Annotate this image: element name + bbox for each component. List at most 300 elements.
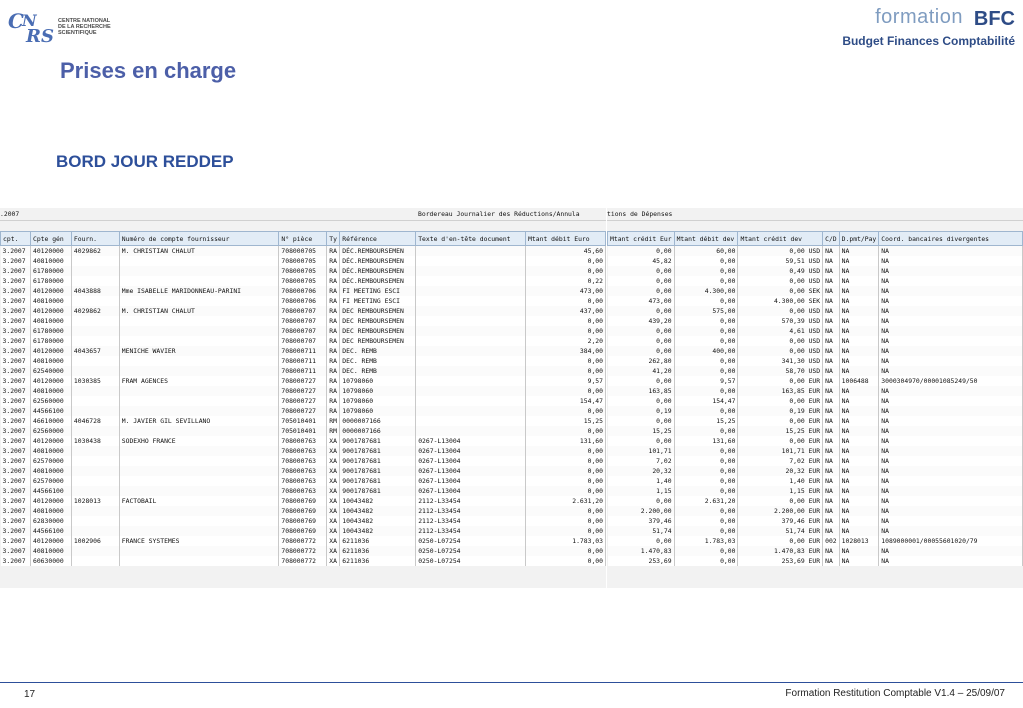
right-column-header[interactable]: Mtant débit dev	[674, 232, 738, 246]
table-row[interactable]	[608, 526, 1023, 536]
table-cell: 62570000	[30, 456, 71, 466]
table-cell: RA	[327, 386, 340, 396]
table-row[interactable]	[1, 296, 606, 306]
table-row[interactable]	[1, 476, 606, 486]
table-row[interactable]	[1, 346, 606, 356]
table-cell: 3.2007	[1, 496, 31, 506]
table-cell: 0,00	[526, 266, 606, 276]
table-row[interactable]	[1, 426, 606, 436]
table-row[interactable]	[608, 276, 1023, 286]
table-cell: NA	[839, 286, 879, 296]
table-cell: 0,00	[674, 276, 738, 286]
table-cell: NA	[879, 336, 1023, 346]
table-cell: NA	[879, 516, 1023, 526]
table-cell: 61780000	[30, 326, 71, 336]
table-cell: 59,51 USD	[738, 256, 823, 266]
table-cell: 0,00	[608, 416, 675, 426]
table-cell: NA	[823, 386, 840, 396]
table-cell: 10798060	[340, 376, 416, 386]
left-column-header[interactable]: Numéro de compte fournisseur	[119, 232, 279, 246]
table-cell: 3.2007	[1, 516, 31, 526]
table-cell: 708000727	[279, 386, 327, 396]
table-cell: 0,00	[526, 546, 606, 556]
table-cell: 40120000	[30, 346, 71, 356]
table-cell: 3.2007	[1, 266, 31, 276]
table-cell: 708000769	[279, 496, 327, 506]
table-cell: NA	[879, 526, 1023, 536]
table-cell: 708000769	[279, 506, 327, 516]
right-column-header[interactable]: C/D	[823, 232, 840, 246]
table-cell	[416, 286, 526, 296]
table-cell	[71, 466, 119, 476]
table-cell: 708000711	[279, 356, 327, 366]
table-cell: 6211036	[340, 536, 416, 546]
table-cell: 3.2007	[1, 466, 31, 476]
table-row[interactable]	[608, 516, 1023, 526]
table-cell: 62830000	[30, 516, 71, 526]
table-cell: 708000763	[279, 486, 327, 496]
table-row[interactable]	[608, 386, 1023, 396]
table-cell: 9,57	[526, 376, 606, 386]
table-row[interactable]	[608, 346, 1023, 356]
table-cell: NA	[839, 276, 879, 286]
table-cell: XA	[327, 486, 340, 496]
table-cell: 3.2007	[1, 286, 31, 296]
report-table-right	[607, 231, 1023, 566]
table-cell: 708000763	[279, 436, 327, 446]
left-column-header[interactable]: Mtant débit Euro	[526, 232, 606, 246]
table-cell: NA	[823, 286, 840, 296]
table-cell	[71, 546, 119, 556]
table-cell: 1,15 EUR	[738, 486, 823, 496]
table-cell: 708000769	[279, 516, 327, 526]
table-cell: 0250-L07254	[416, 556, 526, 566]
table-cell: 0,00	[526, 476, 606, 486]
table-row[interactable]	[1, 446, 606, 456]
table-cell: NA	[879, 396, 1023, 406]
table-cell: 0,00	[674, 446, 738, 456]
table-cell: 3.2007	[1, 366, 31, 376]
table-cell: 58,70 USD	[738, 366, 823, 376]
table-cell: 10043482	[340, 526, 416, 536]
table-cell	[119, 386, 279, 396]
table-cell: XA	[327, 526, 340, 536]
table-cell: 0,00	[674, 316, 738, 326]
table-cell: 3.2007	[1, 276, 31, 286]
table-row[interactable]	[608, 426, 1023, 436]
brand-formation: formation	[875, 6, 963, 28]
table-cell: DÉC.REMBOURSEMEN	[340, 246, 416, 257]
table-cell: 708000763	[279, 446, 327, 456]
table-cell: NA	[823, 266, 840, 276]
table-cell: DÉC.REMBOURSEMEN	[340, 276, 416, 286]
table-row[interactable]	[608, 546, 1023, 556]
table-cell	[71, 336, 119, 346]
table-row[interactable]	[608, 436, 1023, 446]
table-cell: 0,00	[674, 556, 738, 566]
table-row[interactable]	[1, 526, 606, 536]
table-cell	[71, 526, 119, 536]
table-row[interactable]	[608, 266, 1023, 276]
table-cell: 439,20	[608, 316, 675, 326]
table-cell: 7,02 EUR	[738, 456, 823, 466]
table-cell: 0,00 USD	[738, 346, 823, 356]
left-column-header[interactable]: Référence	[340, 232, 416, 246]
table-cell: 3.2007	[1, 306, 31, 316]
table-cell: 0,19 EUR	[738, 406, 823, 416]
table-cell: NA	[879, 346, 1023, 356]
table-row[interactable]	[1, 406, 606, 416]
table-cell: MENICHE WAVIER	[119, 346, 279, 356]
table-cell: RA	[327, 376, 340, 386]
org-line: SCIENTIFIQUE	[58, 30, 97, 36]
table-row[interactable]	[1, 436, 606, 446]
table-cell	[416, 346, 526, 356]
table-row[interactable]	[608, 466, 1023, 476]
table-cell: 2112-L33454	[416, 506, 526, 516]
table-cell	[119, 266, 279, 276]
table-cell: NA	[823, 506, 840, 516]
table-cell	[71, 446, 119, 456]
table-cell: NA	[839, 436, 879, 446]
table-cell: 0,00	[526, 406, 606, 416]
table-row[interactable]	[1, 366, 606, 376]
table-cell: 4043657	[71, 346, 119, 356]
section-subtitle: BORD JOUR REDDEP	[56, 152, 234, 171]
table-cell: 0,00	[674, 476, 738, 486]
table-cell: RA	[327, 396, 340, 406]
org-line: CENTRE NATIONAL	[58, 18, 111, 24]
table-row[interactable]	[1, 486, 606, 496]
table-cell	[416, 406, 526, 416]
table-cell: RA	[327, 266, 340, 276]
table-cell: NA	[839, 316, 879, 326]
table-row[interactable]	[1, 276, 606, 286]
table-cell: NA	[879, 466, 1023, 476]
table-cell: 708000707	[279, 316, 327, 326]
table-cell: NA	[879, 486, 1023, 496]
table-cell: NA	[879, 256, 1023, 266]
table-cell: NA	[823, 366, 840, 376]
table-cell: 708000705	[279, 276, 327, 286]
table-row[interactable]	[608, 486, 1023, 496]
table-cell: 705010401	[279, 416, 327, 426]
table-cell: 60630000	[30, 556, 71, 566]
table-cell: NA	[879, 456, 1023, 466]
table-row[interactable]	[1, 316, 606, 326]
table-cell: NA	[823, 246, 840, 257]
table-cell: 9001787681	[340, 436, 416, 446]
table-cell: 9001787681	[340, 466, 416, 476]
table-cell: 0,00	[526, 426, 606, 436]
table-cell: 44566100	[30, 486, 71, 496]
table-cell: NA	[839, 366, 879, 376]
table-cell: NA	[823, 396, 840, 406]
right-column-header[interactable]: Coord. bancaires divergentes	[879, 232, 1023, 246]
table-cell: 473,00	[608, 296, 675, 306]
table-row[interactable]	[608, 396, 1023, 406]
table-cell: 0,19	[608, 406, 675, 416]
table-cell: 0,00	[674, 516, 738, 526]
table-cell: 0,00	[526, 356, 606, 366]
table-cell	[71, 556, 119, 566]
svg-text:N: N	[22, 11, 37, 30]
table-cell: 0,00 EUR	[738, 536, 823, 546]
table-cell: 40810000	[30, 466, 71, 476]
table-row[interactable]	[608, 406, 1023, 416]
table-row[interactable]	[1, 246, 606, 257]
left-column-header[interactable]: Texte d'en-tête document	[416, 232, 526, 246]
table-cell: 0,00 EUR	[738, 496, 823, 506]
table-row[interactable]	[608, 446, 1023, 456]
table-cell: 10043482	[340, 516, 416, 526]
table-cell: 253,69	[608, 556, 675, 566]
table-row[interactable]	[608, 366, 1023, 376]
table-cell: 4029862	[71, 306, 119, 316]
table-cell: 0000007166	[340, 416, 416, 426]
table-cell: 0,00	[526, 446, 606, 456]
table-cell: 1.783,03	[674, 536, 738, 546]
table-cell: NA	[879, 416, 1023, 426]
table-cell: 131,60	[526, 436, 606, 446]
page-title: Prises en charge	[60, 58, 237, 83]
table-cell: 3.2007	[1, 326, 31, 336]
table-cell: 40810000	[30, 546, 71, 556]
table-cell: 9,57	[674, 376, 738, 386]
table-cell: 62560000	[30, 426, 71, 436]
brand-subtitle: Budget Finances Comptabilité	[842, 34, 1015, 48]
table-cell: RA	[327, 286, 340, 296]
table-row[interactable]	[608, 326, 1023, 336]
table-cell: 0,00	[674, 506, 738, 516]
table-cell: 154,47	[674, 396, 738, 406]
table-cell: 0,00	[608, 376, 675, 386]
table-cell: 1028013	[839, 536, 879, 546]
table-cell: 10798060	[340, 406, 416, 416]
table-row[interactable]	[1, 376, 606, 386]
table-cell: 0,00	[674, 366, 738, 376]
table-row[interactable]	[608, 496, 1023, 506]
table-cell: NA	[823, 546, 840, 556]
table-cell: 51,74 EUR	[738, 526, 823, 536]
table-cell: NA	[823, 256, 840, 266]
table-cell: 15,25	[608, 426, 675, 436]
table-row[interactable]	[1, 546, 606, 556]
table-row[interactable]	[1, 466, 606, 476]
table-cell: 0,00	[674, 386, 738, 396]
table-cell: 1,40 EUR	[738, 476, 823, 486]
table-cell	[119, 526, 279, 536]
table-cell: 3.2007	[1, 556, 31, 566]
table-cell: 1002906	[71, 536, 119, 546]
table-cell: 1.783,03	[526, 536, 606, 546]
table-cell: NA	[823, 426, 840, 436]
table-row[interactable]	[1, 386, 606, 396]
table-cell	[416, 426, 526, 436]
table-cell: NA	[879, 556, 1023, 566]
table-cell: NA	[823, 556, 840, 566]
table-cell: 3.2007	[1, 406, 31, 416]
table-cell: 0,00	[674, 326, 738, 336]
table-row[interactable]	[608, 246, 1023, 257]
table-cell: NA	[839, 356, 879, 366]
table-cell	[416, 266, 526, 276]
table-cell: DEC REMBOURSEMEN	[340, 336, 416, 346]
left-column-header[interactable]: N° pièce	[279, 232, 327, 246]
table-cell: 0,00 USD	[738, 306, 823, 316]
table-row[interactable]	[608, 306, 1023, 316]
table-cell: 708000772	[279, 536, 327, 546]
table-cell: 3.2007	[1, 416, 31, 426]
table-cell: 400,00	[674, 346, 738, 356]
table-cell: NA	[879, 266, 1023, 276]
table-cell: NA	[879, 276, 1023, 286]
report-top-bar-right	[607, 208, 1023, 221]
table-cell: NA	[839, 556, 879, 566]
table-row[interactable]	[608, 316, 1023, 326]
table-cell: 1030438	[71, 436, 119, 446]
table-cell	[71, 316, 119, 326]
table-row[interactable]	[1, 516, 606, 526]
table-row[interactable]	[1, 506, 606, 516]
left-column-header[interactable]: Ty	[327, 232, 340, 246]
right-column-header[interactable]: Mtant crédit dev	[738, 232, 823, 246]
table-cell	[416, 246, 526, 257]
table-cell: RA	[327, 276, 340, 286]
table-cell	[71, 276, 119, 286]
table-cell: NA	[823, 446, 840, 456]
table-cell: NA	[839, 326, 879, 336]
table-cell: 708000772	[279, 556, 327, 566]
table-cell: 3.2007	[1, 436, 31, 446]
table-cell: NA	[879, 436, 1023, 446]
table-cell: NA	[839, 416, 879, 426]
table-cell: 40810000	[30, 506, 71, 516]
table-cell: 45,60	[526, 246, 606, 257]
table-cell: 473,00	[526, 286, 606, 296]
table-cell: 41,20	[608, 366, 675, 376]
table-cell: NA	[823, 436, 840, 446]
table-cell: NA	[879, 386, 1023, 396]
table-cell: 46610000	[30, 416, 71, 426]
table-row[interactable]	[1, 416, 606, 426]
table-row[interactable]	[1, 556, 606, 566]
table-cell: NA	[823, 496, 840, 506]
table-cell	[119, 506, 279, 516]
table-cell: 10043482	[340, 506, 416, 516]
table-row[interactable]	[1, 306, 606, 316]
table-cell: 9001787681	[340, 456, 416, 466]
table-cell: RA	[327, 256, 340, 266]
table-row[interactable]	[608, 336, 1023, 346]
table-cell: 131,60	[674, 436, 738, 446]
table-cell: 379,46 EUR	[738, 516, 823, 526]
table-row[interactable]	[1, 256, 606, 266]
table-cell	[119, 316, 279, 326]
table-cell: DÉC.REMBOURSEMEN	[340, 256, 416, 266]
table-row[interactable]	[608, 286, 1023, 296]
table-cell: 1030385	[71, 376, 119, 386]
table-cell: 4029862	[71, 246, 119, 257]
table-cell: 0,00	[608, 246, 675, 257]
table-cell: RA	[327, 366, 340, 376]
left-column-header[interactable]: Fourn.	[71, 232, 119, 246]
table-cell	[416, 296, 526, 306]
table-row[interactable]	[608, 256, 1023, 266]
table-cell	[71, 506, 119, 516]
table-cell: 20,32	[608, 466, 675, 476]
table-cell: 384,00	[526, 346, 606, 356]
table-cell: 4043888	[71, 286, 119, 296]
table-row[interactable]	[1, 286, 606, 296]
report-left-pane	[0, 208, 606, 588]
table-row[interactable]	[1, 266, 606, 276]
table-cell: NA	[839, 526, 879, 536]
table-cell: 163,85	[608, 386, 675, 396]
table-row[interactable]	[608, 456, 1023, 466]
left-column-header[interactable]: Cpte gén	[30, 232, 71, 246]
table-cell: 708000706	[279, 296, 327, 306]
table-cell	[119, 486, 279, 496]
table-cell	[416, 336, 526, 346]
table-cell: 15,25	[526, 416, 606, 426]
table-cell: NA	[839, 466, 879, 476]
table-row[interactable]	[608, 476, 1023, 486]
right-column-header[interactable]: Mtant crédit Eur	[608, 232, 675, 246]
table-row[interactable]	[608, 556, 1023, 566]
table-cell: 3000304970/00001085249/50	[879, 376, 1023, 386]
table-cell: 40120000	[30, 536, 71, 546]
table-row[interactable]	[1, 496, 606, 506]
table-row[interactable]	[1, 336, 606, 346]
table-cell: 15,25 EUR	[738, 426, 823, 436]
table-cell	[416, 256, 526, 266]
table-cell	[71, 356, 119, 366]
table-row[interactable]	[608, 506, 1023, 516]
left-column-header[interactable]: cpt.	[1, 232, 31, 246]
right-column-header[interactable]: D.pmt/Pay	[839, 232, 879, 246]
table-row[interactable]	[1, 326, 606, 336]
table-cell	[119, 326, 279, 336]
table-cell: 1,40	[608, 476, 675, 486]
table-cell: 61780000	[30, 266, 71, 276]
table-row[interactable]	[608, 536, 1023, 546]
table-cell: 0267-L13004	[416, 456, 526, 466]
table-row[interactable]	[1, 396, 606, 406]
table-row[interactable]	[1, 536, 606, 546]
table-cell: 2.631,20	[674, 496, 738, 506]
table-row[interactable]	[608, 376, 1023, 386]
table-cell: NA	[823, 276, 840, 286]
footer-divider	[0, 682, 1023, 683]
table-cell: 0,00	[608, 286, 675, 296]
table-cell: 0267-L13004	[416, 476, 526, 486]
table-row[interactable]	[1, 456, 606, 466]
table-row[interactable]	[608, 356, 1023, 366]
table-cell	[119, 406, 279, 416]
table-cell: 0,00	[526, 456, 606, 466]
table-cell: 705010401	[279, 426, 327, 436]
table-cell: 3.2007	[1, 426, 31, 436]
table-cell: NA	[823, 346, 840, 356]
table-row[interactable]	[1, 356, 606, 366]
table-cell	[119, 256, 279, 266]
table-cell	[416, 306, 526, 316]
table-row[interactable]	[608, 296, 1023, 306]
table-cell: 1006488	[839, 376, 879, 386]
table-cell: 6211036	[340, 556, 416, 566]
table-row[interactable]	[608, 416, 1023, 426]
